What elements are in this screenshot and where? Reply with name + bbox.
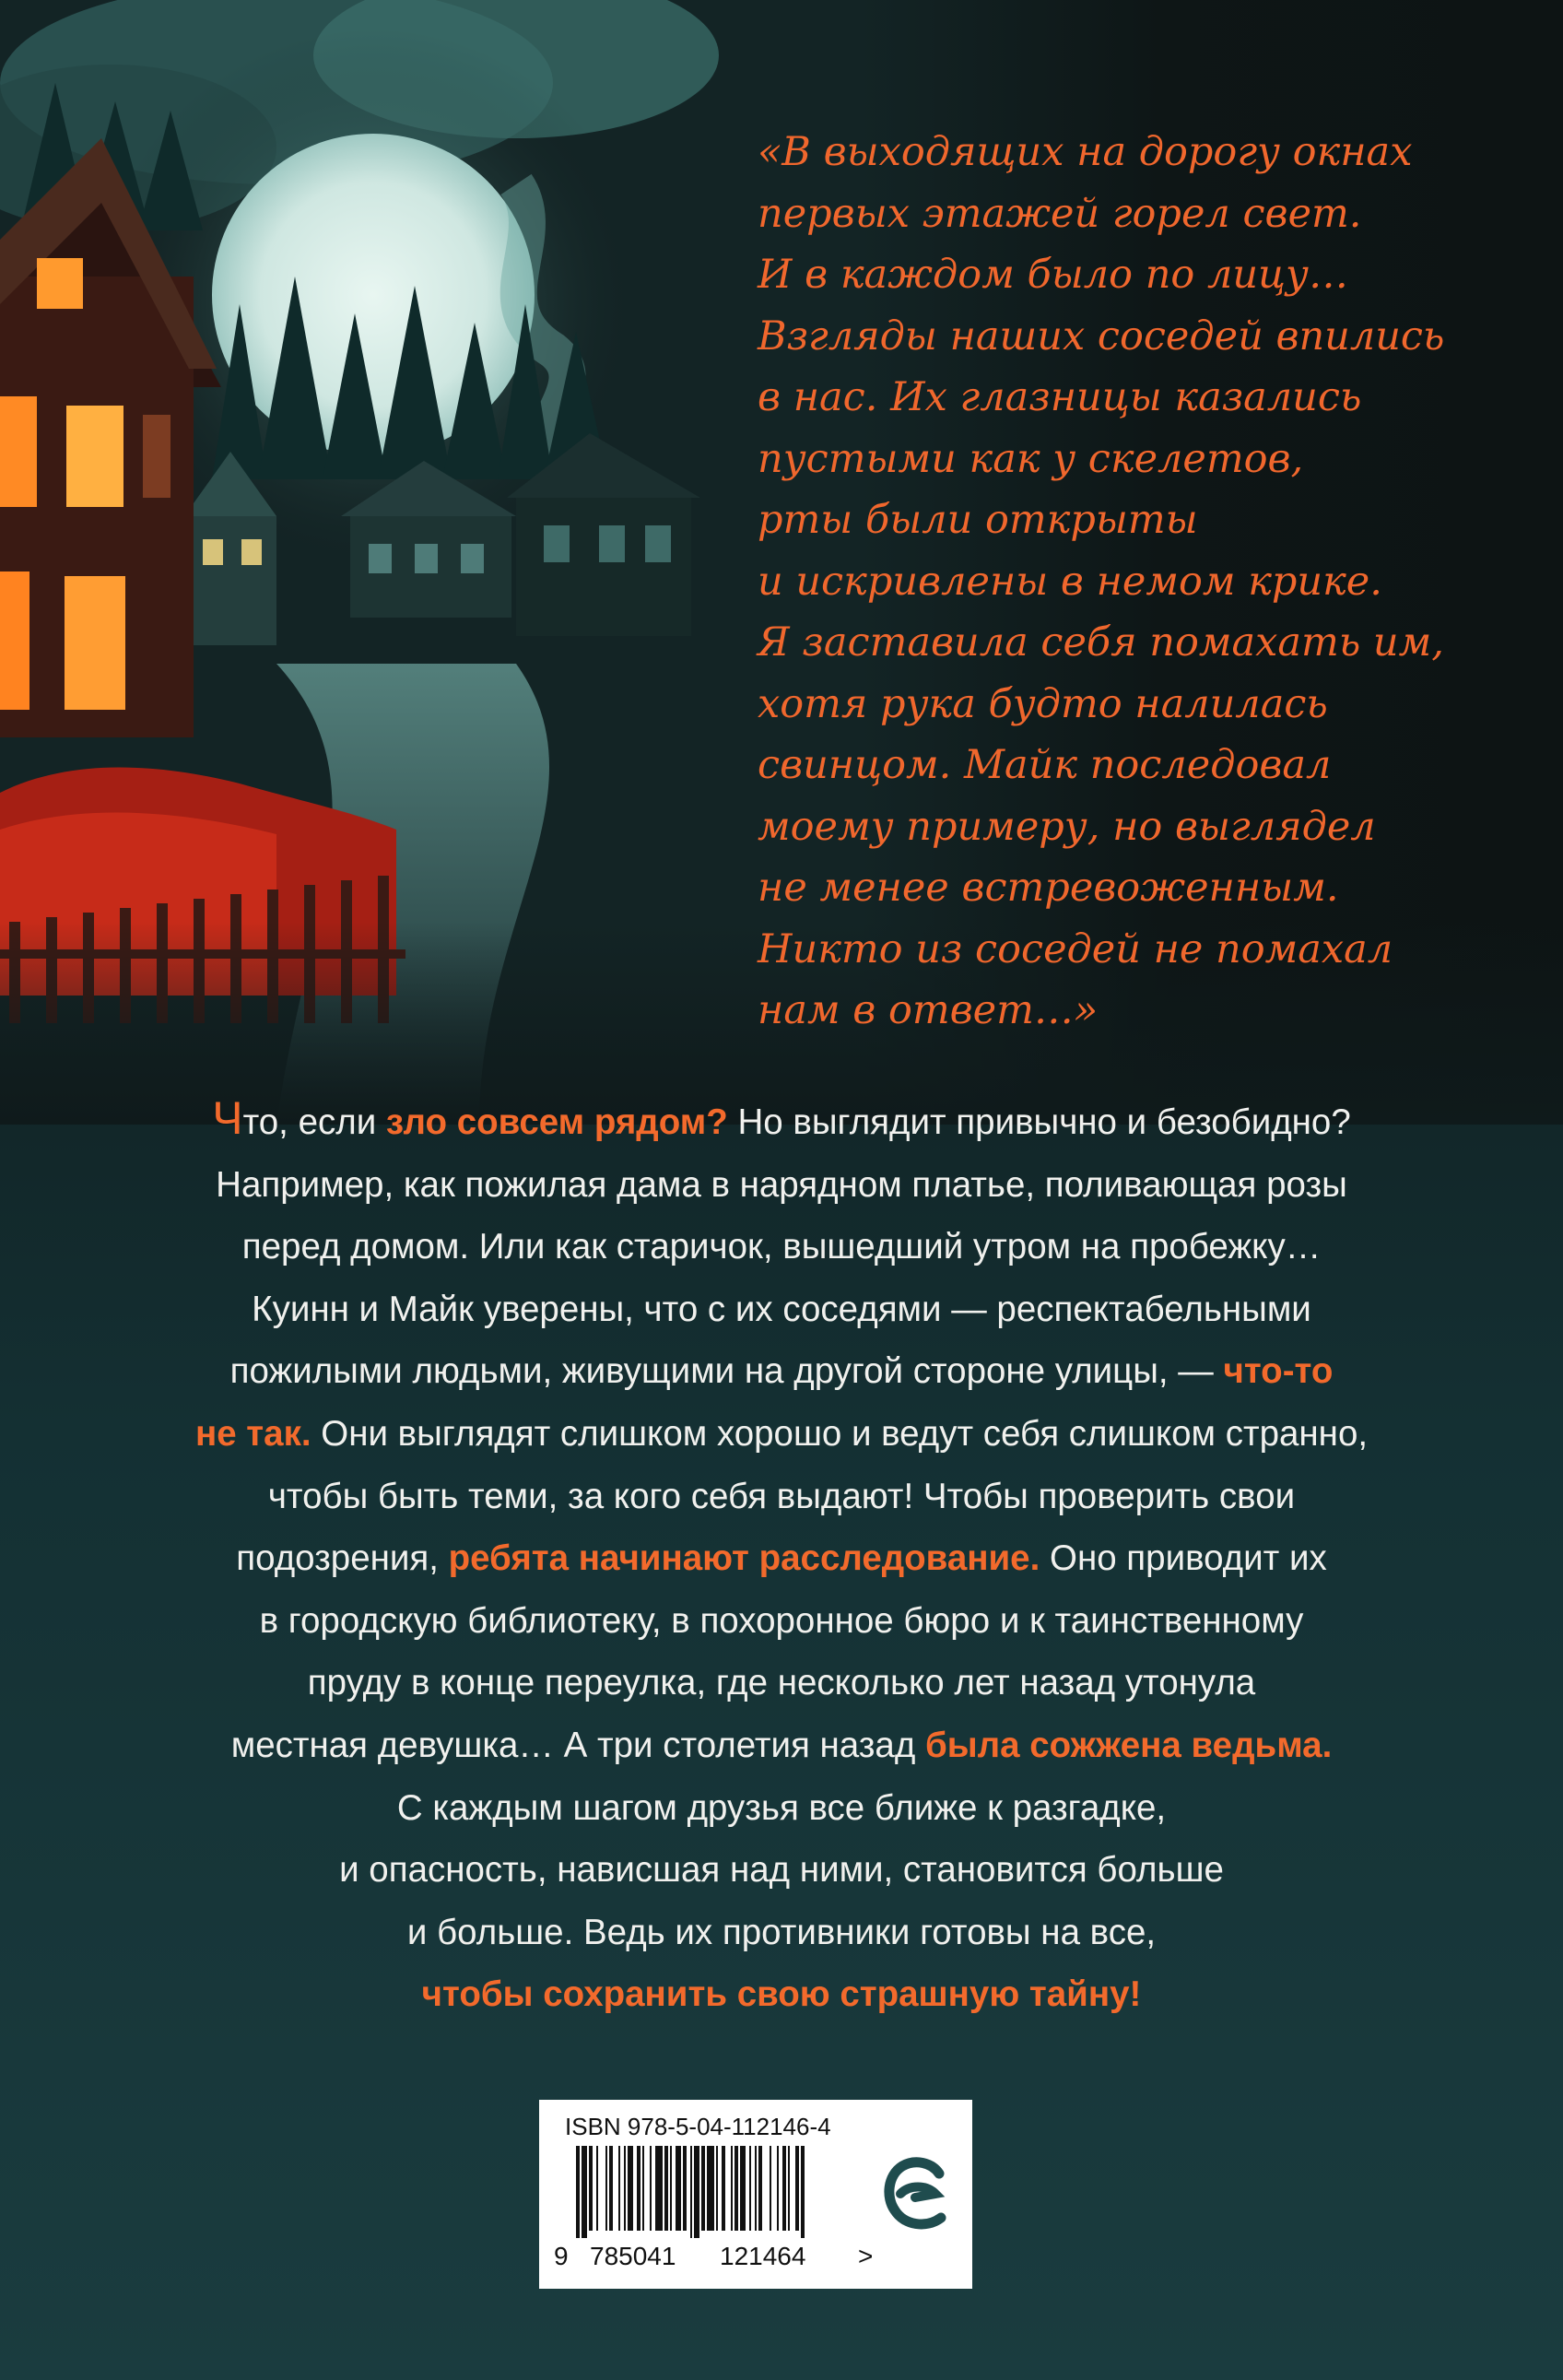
barcode-bar	[642, 2146, 644, 2231]
barcode-digits	[539, 2242, 972, 2279]
quote-line: Я заставила себя помахать им,	[758, 619, 1444, 666]
barcode-bar	[589, 2146, 593, 2231]
quote-line: «В выходящих на дорогу окнах	[758, 129, 1413, 175]
barcode-bar	[716, 2146, 718, 2231]
blurb-text: подозрения,	[236, 1538, 449, 1579]
barcode-bar	[670, 2146, 672, 2231]
blurb-line: Куинн и Майк уверены, что с их соседями — респектабельными	[252, 1289, 1311, 1329]
blurb-line: пруду в конце переулка, где несколько лет назад утонула	[307, 1663, 1256, 1703]
blurb-text: Они выглядят слишком хорошо и ведут себя слишком странно,	[311, 1413, 1369, 1454]
barcode-bar	[605, 2146, 607, 2231]
barcode-bar	[637, 2146, 640, 2231]
barcode-panel	[539, 2100, 972, 2289]
blurb-line	[83, 1340, 1480, 1403]
barcode-icon	[576, 2146, 862, 2238]
barcode-bar	[609, 2146, 613, 2231]
blurb-line: и больше. Ведь их противники готовы на все,	[406, 1912, 1157, 1952]
excerpt-quote	[758, 122, 1513, 1042]
barcode-bar	[734, 2146, 738, 2231]
barcode-bar	[624, 2146, 626, 2231]
barcode-bar	[795, 2146, 799, 2231]
quote-line: в нас. Их глазницы казались	[758, 374, 1362, 420]
barcode-bar	[707, 2146, 714, 2231]
quote-line: пустыми как у скелетов,	[758, 435, 1304, 482]
barcode-bar	[782, 2146, 786, 2231]
barcode-bar	[676, 2146, 681, 2231]
barcode-bar	[758, 2146, 762, 2231]
blurb-line: Например, как пожилая дама в нарядном платье, поливающая розы	[216, 1164, 1347, 1205]
barcode-bar	[701, 2146, 705, 2231]
quote-line: первых этажей горел свет.	[758, 190, 1362, 237]
isbn-label: ISBN 978-5-04-112146-4	[565, 2113, 831, 2140]
blurb-text: пожилыми людьми, живущими на другой стороне улицы, —	[229, 1351, 1224, 1392]
barcode-digit-group: >	[858, 2242, 874, 2270]
barcode-bar	[740, 2146, 746, 2231]
barcode-bar	[576, 2146, 580, 2238]
barcode-bar	[618, 2146, 620, 2231]
quote-line: нам в ответ…»	[758, 987, 1099, 1033]
barcode-bar	[694, 2146, 699, 2238]
quote-line: рты были открыты	[758, 497, 1198, 543]
quote-line: и искривлены в немом крике.	[758, 558, 1382, 605]
blurb-line: и опасность, нависшая над ними, становится больше	[339, 1850, 1224, 1891]
barcode-bar	[683, 2146, 687, 2231]
blurb-line: чтобы быть теми, за кого себя выдают! Чтобы проверить свои	[267, 1476, 1296, 1516]
barcode-bar	[731, 2146, 733, 2231]
highlight-text: что-то	[1223, 1351, 1334, 1392]
barcode-bar	[722, 2146, 725, 2231]
barcode-bar	[788, 2146, 790, 2231]
barcode-digit-group: 9	[554, 2242, 569, 2270]
blurb-line: перед домом. Или как старичок, вышедший утром на пробежку…	[241, 1227, 1322, 1267]
barcode-bar	[664, 2146, 668, 2231]
barcode-bar	[655, 2146, 663, 2231]
barcode-bar	[582, 2146, 587, 2238]
quote-line: И в каждом было по лицу…	[758, 252, 1348, 298]
highlight-text: чтобы сохранить свою страшную тайну!	[421, 1974, 1142, 2015]
barcode-bar	[596, 2146, 598, 2231]
quote-line: моему примеру, но выглядел	[758, 803, 1376, 850]
blurb-line	[83, 1963, 1480, 2026]
eksmo-e-logo-icon	[882, 2153, 956, 2236]
barcode-bar	[749, 2146, 751, 2231]
blurb-line: в городскую библиотеку, в похоронное бюро и к таинственному	[259, 1600, 1304, 1641]
quote-line: хотя рука будто налилась	[758, 680, 1328, 727]
blurb-line	[83, 1714, 1480, 1777]
highlight-text: ребята начинают расследование.	[448, 1538, 1040, 1579]
blurb-text: Оно приводит их	[1040, 1538, 1327, 1579]
highlight-text: была сожжена ведьма.	[925, 1725, 1333, 1765]
barcode-bar	[755, 2146, 757, 2231]
highlight-text: зло совсем рядом?	[385, 1102, 728, 1142]
barcode-bar	[650, 2146, 652, 2231]
quote-line: Никто из соседей не помахал	[758, 925, 1393, 972]
blurb-line: С каждым шагом друзья все ближе к разгадке,	[396, 1787, 1167, 1828]
barcode-bar	[770, 2146, 771, 2231]
blurb-line	[83, 1088, 1480, 1154]
blurb-line	[83, 1527, 1480, 1590]
barcode-bar	[777, 2146, 779, 2231]
quote-line: свинцом. Майк последовал	[758, 742, 1332, 788]
blurb-line	[83, 1403, 1480, 1466]
highlight-text: не так.	[194, 1413, 311, 1454]
barcode-digit-group: 785041	[590, 2242, 676, 2270]
blurb-text: то, если	[242, 1102, 386, 1142]
blurb-text: местная девушка… А три столетия назад	[230, 1725, 926, 1765]
barcode-bar	[690, 2146, 692, 2238]
drop-cap: Ч	[212, 1092, 243, 1144]
quote-line: Взгляды наших соседей впились	[758, 312, 1445, 359]
barcode-bar	[801, 2146, 805, 2238]
quote-line: не менее встревоженным.	[758, 865, 1339, 911]
book-description	[83, 1088, 1480, 2026]
blurb-text: Но выглядит привычно и безобидно?	[727, 1102, 1351, 1142]
barcode-digit-group: 121464	[720, 2242, 806, 2270]
barcode-bar	[628, 2146, 633, 2231]
